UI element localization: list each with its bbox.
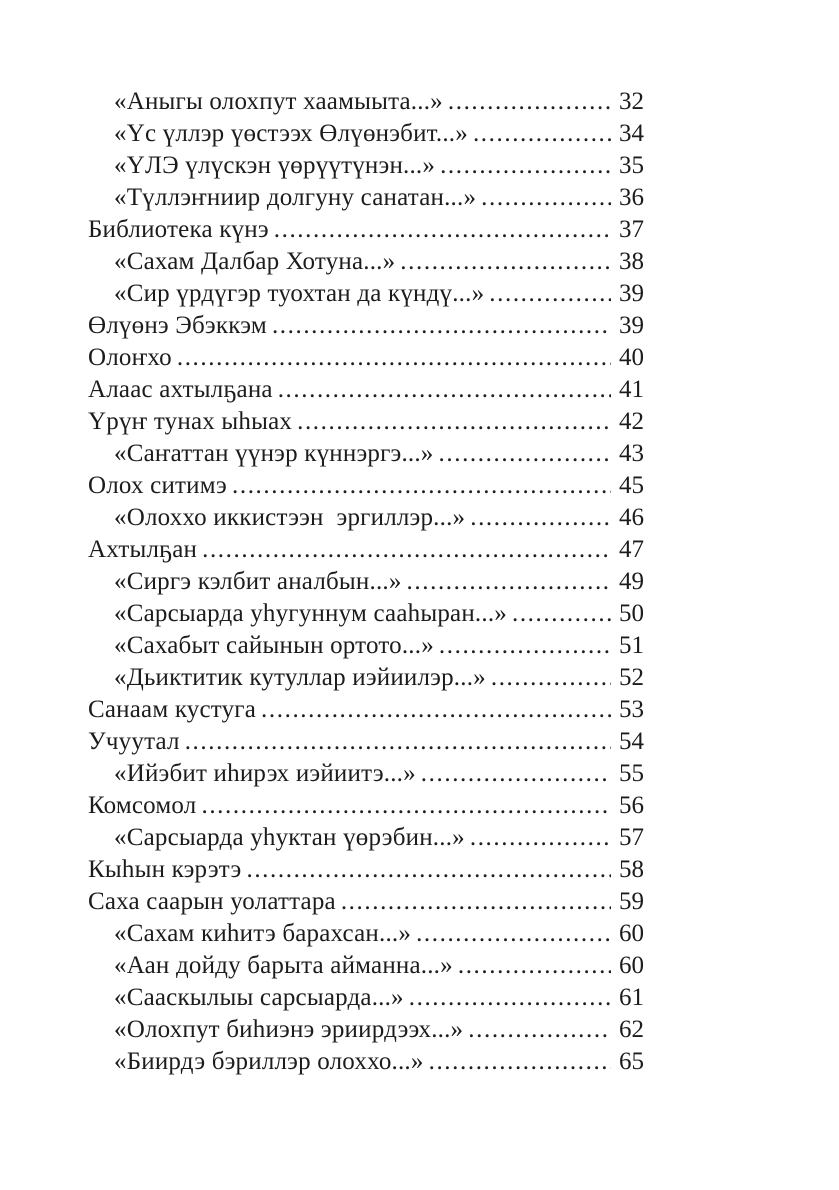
toc-entry-label: «Олохпут биһиэнэ эриирдээх...»: [114, 1016, 464, 1043]
toc-dot-leader: [470, 822, 611, 854]
toc-entry-label: Учуутал: [88, 728, 180, 755]
toc-dot-leader: [202, 534, 611, 566]
toc-entry-page: 37: [619, 216, 644, 243]
toc-entry: [88, 566, 644, 598]
toc-dot-leader: [185, 726, 611, 758]
toc-entry: [88, 982, 644, 1014]
toc-entry-page: 47: [619, 536, 644, 563]
toc-entry-page: 45: [619, 472, 644, 499]
toc-dot-leader: [407, 566, 611, 598]
toc-dot-leader: [416, 918, 611, 950]
toc-dot-leader: [274, 214, 611, 246]
toc-entry-page: 55: [619, 760, 644, 787]
toc-entry-label: «Сахам киһитэ барахсан...»: [114, 920, 412, 947]
toc-dot-leader: [468, 1014, 611, 1046]
toc-entry: [88, 918, 644, 950]
toc-entry-page: 34: [619, 120, 644, 147]
toc-entry: [88, 278, 644, 310]
toc-entry: [88, 886, 644, 918]
toc-entry: [88, 694, 644, 726]
toc-entry-page: 39: [619, 312, 644, 339]
toc-entry-label: «Сахабыт сайынын ортото...»: [114, 632, 434, 659]
toc-entry-label: «Түллэҥниир долгуну санатан...»: [114, 184, 477, 211]
toc-entry: [88, 662, 644, 694]
toc-dot-leader: [421, 758, 611, 790]
toc-entry: [88, 438, 644, 470]
toc-entry: [88, 342, 644, 374]
toc-entry-page: 57: [619, 824, 644, 851]
toc-entry-label: Комсомол: [88, 792, 197, 819]
toc-entry-label: «Олоххо иккистээн эргиллэр...»: [114, 504, 466, 531]
toc-dot-leader: [439, 630, 611, 662]
toc-dot-leader: [439, 438, 611, 470]
toc-entry-page: 54: [619, 728, 644, 755]
toc-entry-page: 50: [619, 600, 644, 627]
toc-dot-leader: [470, 502, 611, 534]
toc-entry-page: 39: [619, 280, 644, 307]
toc-entry: [88, 246, 644, 278]
toc-entry-label: Кыһын кэрэтэ: [88, 856, 242, 883]
toc-entry-page: 38: [619, 248, 644, 275]
toc-dot-leader: [458, 950, 611, 982]
toc-entry-label: «Ийэбит иһирэх иэйиитэ...»: [114, 760, 416, 787]
toc-dot-leader: [341, 886, 611, 918]
toc-entry: [88, 822, 644, 854]
toc-entry-label: «ҮЛЭ үлүскэн үөрүүтүнэн...»: [114, 152, 436, 179]
toc-entry-label: «Сир үрдүгэр туохтан да күндү...»: [114, 280, 485, 307]
toc-dot-leader: [261, 694, 611, 726]
toc-entry: [88, 150, 644, 182]
toc-dot-leader: [400, 246, 611, 278]
toc-entry-page: 53: [619, 696, 644, 723]
toc-entry: [88, 790, 644, 822]
toc-dot-leader: [201, 790, 611, 822]
toc-entry-page: 59: [619, 888, 644, 915]
toc-dot-leader: [177, 342, 611, 374]
toc-entry: [88, 758, 644, 790]
toc-entry-label: Өлүөнэ Эбэккэм: [88, 312, 267, 339]
toc-entry: [88, 374, 644, 406]
toc-entry-label: «Сарсыарда уһугуннум сааһыран...»: [114, 600, 507, 627]
toc-entry: [88, 470, 644, 502]
toc-entry: [88, 726, 644, 758]
toc-entry-label: «Биирдэ бэриллэр олоххо...»: [114, 1048, 424, 1075]
toc-entry: [88, 854, 644, 886]
toc-dot-leader: [440, 150, 611, 182]
toc-entry-label: Олох ситимэ: [88, 472, 227, 499]
toc-entry-page: 58: [619, 856, 644, 883]
toc-entry: [88, 182, 644, 214]
toc-entry-label: Саха саарын уолаттара: [88, 888, 336, 915]
toc-dot-leader: [409, 982, 611, 1014]
toc-entry: [88, 534, 644, 566]
toc-entry-page: 42: [619, 408, 644, 435]
toc-entry-label: «Аныгы олохпут хаамыыта...»: [114, 88, 443, 115]
toc-dot-leader: [297, 406, 611, 438]
toc-entry-page: 49: [619, 568, 644, 595]
toc-entry-label: «Сиргэ кэлбит аналбын...»: [114, 568, 402, 595]
toc-dot-leader: [232, 470, 611, 502]
toc-dot-leader: [491, 662, 611, 694]
toc-entry-label: «Үс үллэр үөстээх Өлүөнэбит...»: [114, 120, 468, 147]
toc-entry-label: «Сахам Далбар Хотуна...»: [114, 248, 396, 275]
toc-entry-label: Алаас ахтылҕана: [88, 376, 273, 403]
toc-entry-page: 36: [619, 184, 644, 211]
toc-entry-label: «Аан дойду барыта айманна...»: [114, 952, 453, 979]
toc-dot-leader: [278, 374, 611, 406]
toc-entry-label: Санаам кустуга: [88, 696, 257, 723]
toc-entry-page: 60: [619, 952, 644, 979]
toc-dot-leader: [448, 86, 611, 118]
toc-entry: [88, 502, 644, 534]
toc-dot-leader: [512, 598, 611, 630]
toc-dot-leader: [246, 854, 611, 886]
toc-entry-label: Библиотека күнэ: [88, 216, 269, 243]
toc-entry-page: 62: [619, 1016, 644, 1043]
toc-entry-page: 46: [619, 504, 644, 531]
toc-entry: [88, 118, 644, 150]
table-of-contents: [88, 86, 644, 1078]
toc-entry-label: «Саҥаттан үүнэр күннэргэ...»: [114, 440, 434, 467]
toc-entry: [88, 310, 644, 342]
toc-entry: [88, 86, 644, 118]
toc-entry: [88, 1014, 644, 1046]
toc-entry: [88, 630, 644, 662]
toc-entry: [88, 950, 644, 982]
toc-entry-page: 56: [619, 792, 644, 819]
toc-entry-page: 51: [619, 632, 644, 659]
toc-dot-leader: [489, 278, 611, 310]
toc-entry-label: Ахтылҕан: [88, 536, 198, 563]
toc-dot-leader: [481, 182, 611, 214]
toc-dot-leader: [429, 1046, 611, 1078]
toc-entry-page: 41: [619, 376, 644, 403]
toc-entry-page: 32: [619, 88, 644, 115]
toc-entry-page: 61: [619, 984, 644, 1011]
toc-dot-leader: [473, 118, 611, 150]
toc-entry: [88, 598, 644, 630]
toc-entry-label: «Сарсыарда уһуктан үөрэбин...»: [114, 824, 465, 851]
toc-entry-page: 35: [619, 152, 644, 179]
toc-dot-leader: [272, 310, 611, 342]
toc-entry-page: 52: [619, 664, 644, 691]
toc-entry-label: «Сааскылыы сарсыарда...»: [114, 984, 404, 1011]
toc-entry-label: Үрүҥ тунах ыһыах: [88, 408, 293, 435]
toc-entry-page: 40: [619, 344, 644, 371]
toc-entry: [88, 214, 644, 246]
toc-entry-page: 43: [619, 440, 644, 467]
toc-entry: [88, 1046, 644, 1078]
toc-entry-page: 60: [619, 920, 644, 947]
toc-entry: [88, 406, 644, 438]
toc-entry-page: 65: [619, 1048, 644, 1075]
toc-entry-label: Олоҥхо: [88, 344, 172, 371]
toc-entry-label: «Дьиктитик кутуллар иэйиилэр...»: [114, 664, 486, 691]
